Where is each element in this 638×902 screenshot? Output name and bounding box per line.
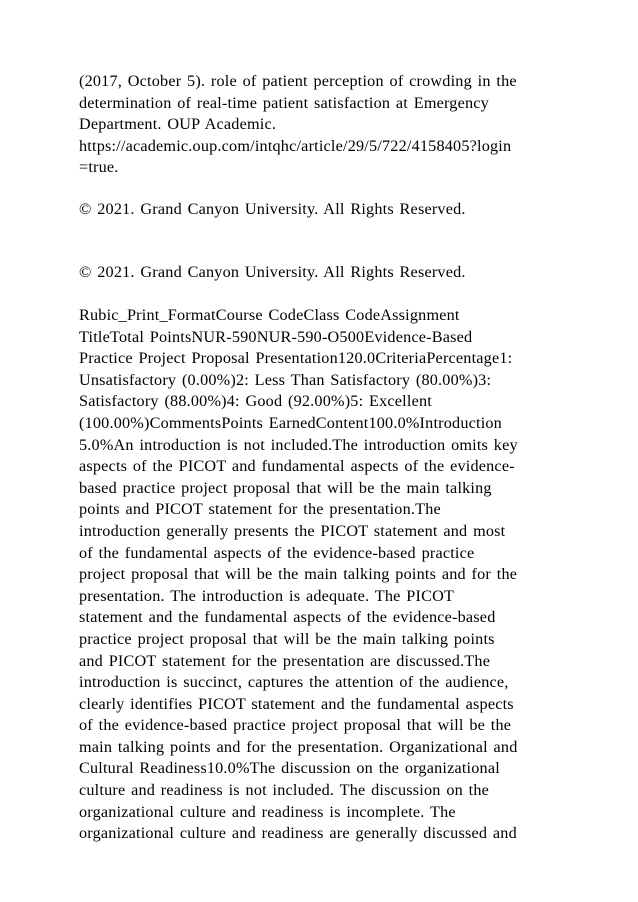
rubric-line: practice project proposal that will be the main talking points <box>79 629 495 648</box>
rubric-line: aspects of the PICOT and fundamental aspects of the evidence- <box>79 457 515 476</box>
reference-line: (2017, October 5). role of patient perception of crowding in the <box>79 72 517 90</box>
copyright-text: © 2021. Grand Canyon University. All Rights Reserved. <box>79 200 466 218</box>
rubric-line: and PICOT statement for the presentation are discussed.The <box>79 651 491 670</box>
rubric-line: presentation. The introduction is adequate. The PICOT <box>79 586 455 605</box>
reference-line: determination of real-time patient satisfaction at Emergency <box>79 93 489 112</box>
rubric-line: points and PICOT statement for the presentation.The <box>79 500 441 519</box>
reference-url-line: =true. <box>79 158 119 177</box>
rubric-line: Unsatisfactory (0.00%)2: Less Than Satisfactory (80.00%)3: <box>79 370 492 389</box>
copyright-text: © 2021. Grand Canyon University. All Rights Reserved. <box>79 263 466 281</box>
rubric-line: Satisfactory (88.00%)4: Good (92.00%)5: Excellent <box>79 392 432 411</box>
rubric-line: TitleTotal PointsNUR-590NUR-590-O500Evidence-Based <box>79 327 473 346</box>
rubric-line: of the fundamental aspects of the evidence-based practice <box>79 543 475 562</box>
copyright-notice <box>79 199 599 221</box>
rubric-line: culture and readiness is not included. The discussion on the <box>79 781 490 800</box>
rubric-line: main talking points and for the presentation. Organizational and <box>79 737 518 756</box>
reference-paragraph <box>79 71 599 179</box>
rubric-line: clearly identifies PICOT statement and the fundamental aspects <box>79 694 514 713</box>
rubric-line: project proposal that will be the main talking points and for the <box>79 565 518 584</box>
rubric-line: Rubic_Print_FormatCourse CodeClass CodeAssignment <box>79 306 460 324</box>
rubric-paragraph <box>79 305 599 845</box>
rubric-line: Practice Project Proposal Presentation120.0CriteriaPercentage1: <box>79 349 513 368</box>
rubric-line: organizational culture and readiness is incomplete. The <box>79 802 456 821</box>
rubric-line: Cultural Readiness10.0%The discussion on the organizational <box>79 759 500 778</box>
rubric-line: based practice project proposal that will be the main talking <box>79 478 492 497</box>
rubric-line: introduction generally presents the PICOT statement and most <box>79 521 506 540</box>
rubric-line: (100.00%)CommentsPoints EarnedContent100.0%Introduction <box>79 413 502 432</box>
copyright-notice <box>79 262 599 284</box>
rubric-line: organizational culture and readiness are generally discussed and <box>79 824 517 843</box>
rubric-line: 5.0%An introduction is not included.The introduction omits key <box>79 435 518 454</box>
rubric-line: statement and the fundamental aspects of the evidence-based <box>79 608 496 627</box>
rubric-line: introduction is succinct, captures the attention of the audience, <box>79 673 509 692</box>
reference-line: Department. OUP Academic. <box>79 115 277 134</box>
rubric-line: of the evidence-based practice project proposal that will be the <box>79 716 512 735</box>
reference-url-line: https://academic.oup.com/intqhc/article/29/5/722/4158405?login <box>79 136 512 155</box>
